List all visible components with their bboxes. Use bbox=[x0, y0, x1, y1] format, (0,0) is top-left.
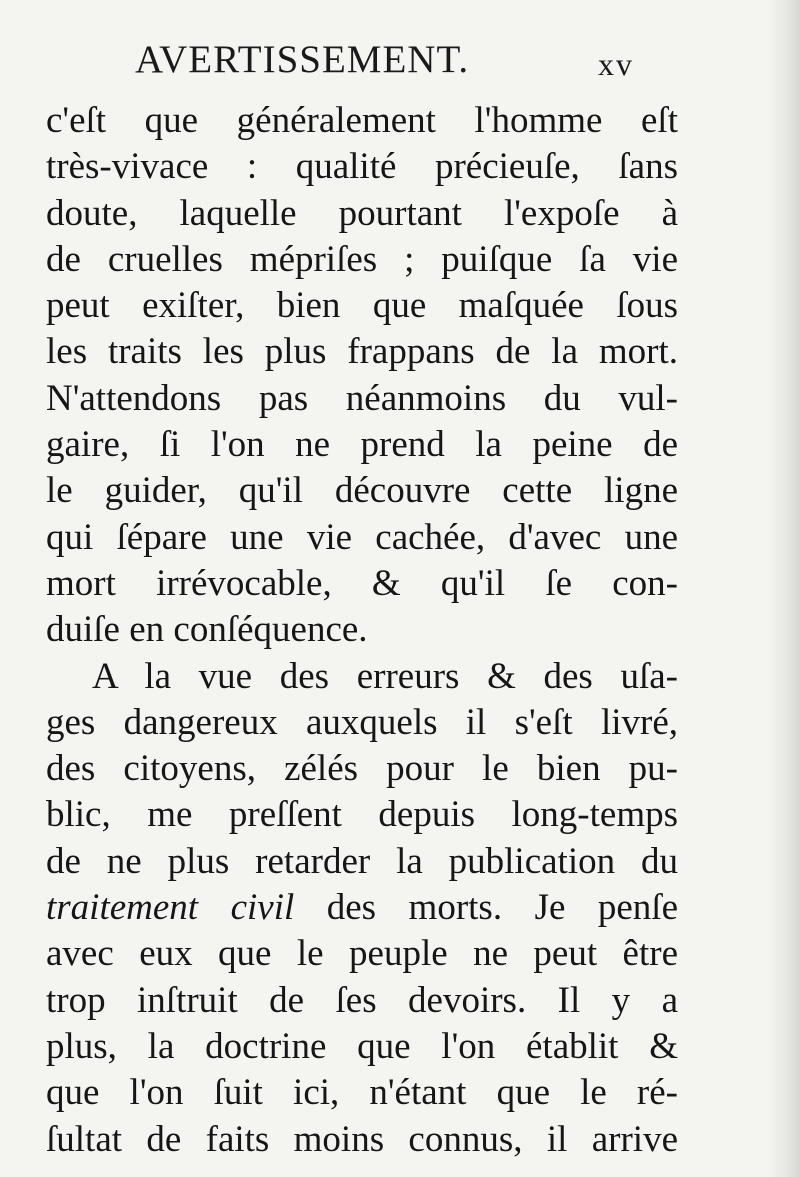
text-line: ges dangereux auxquels il s'eſt livré, bbox=[46, 701, 678, 743]
text-line: c'eſt que généralement l'homme eſt bbox=[46, 100, 678, 141]
text-line: des citoyens, zélés pour le bien pu- bbox=[46, 748, 678, 790]
text-line-rest: des morts. Je penſe bbox=[294, 887, 678, 929]
body-text bbox=[46, 98, 678, 1163]
page-edge-shadow bbox=[768, 0, 800, 1177]
running-title: AVERTISSEMENT. bbox=[135, 38, 470, 81]
text-line: blic, me preſſent depuis long-temps bbox=[46, 794, 678, 836]
text-line: très-vivace : qualité précieuſe, ſans bbox=[46, 146, 678, 188]
text-line: ſultat de faits moins connus, il arrive bbox=[46, 1118, 678, 1160]
page-number: xv bbox=[598, 46, 634, 82]
text-line: duiſe en conſéquence. bbox=[46, 609, 368, 651]
text-line: peut exiſter, bien que maſquée ſous bbox=[46, 285, 678, 327]
text-line: les traits les plus frappans de la mort. bbox=[46, 331, 678, 373]
text-line: de cruelles mépriſes ; puiſque ſa vie bbox=[46, 238, 678, 280]
text-line-with-italic bbox=[46, 885, 678, 931]
text-line: avec eux que le peuple ne peut être bbox=[46, 933, 678, 975]
text-line: gaire, ſi l'on ne prend la peine de bbox=[46, 424, 678, 466]
text-line: de ne plus retarder la publication du bbox=[46, 840, 678, 882]
text-line: plus, la doctrine que l'on établit & bbox=[46, 1025, 678, 1067]
text-line: qui ſépare une vie cachée, d'avec une bbox=[46, 516, 678, 558]
text-line: trop inſtruit de ſes devoirs. Il y a bbox=[46, 979, 678, 1021]
text-line: que l'on ſuit ici, n'étant que le ré- bbox=[46, 1072, 678, 1114]
page-header bbox=[0, 30, 800, 90]
text-line: le guider, qu'il découvre cette ligne bbox=[46, 470, 678, 512]
text-line: doute, laquelle pourtant l'expoſe à bbox=[46, 192, 678, 234]
text-line: mort irrévocable, & qu'il ſe con- bbox=[46, 562, 678, 604]
text-line: N'attendons pas néanmoins du vul- bbox=[46, 377, 678, 419]
paragraph-first-line: A la vue des erreurs & des uſa- bbox=[92, 655, 678, 697]
italic-phrase: traitement civil bbox=[46, 887, 295, 929]
